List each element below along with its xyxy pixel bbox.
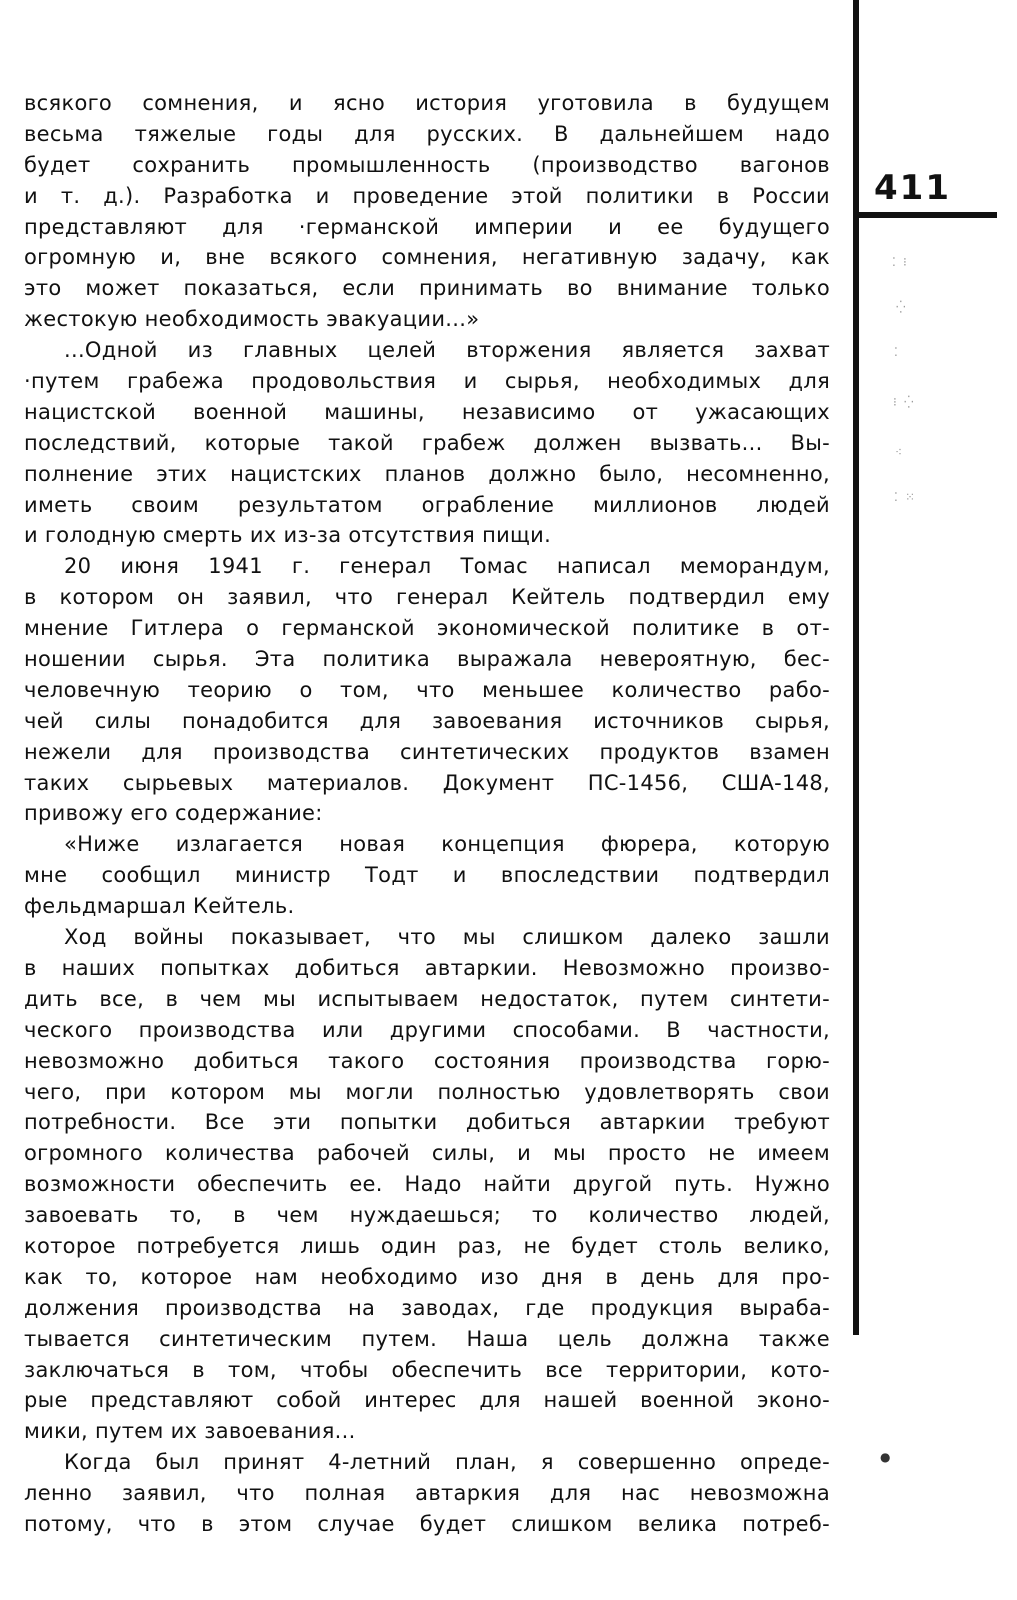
text-line: полнение этих нацистских планов должно было, несомненно, <box>24 461 830 486</box>
text-line: человечную теорию о том, что меньшее количество рабо- <box>24 677 830 702</box>
scan-noise: ⁝ ⁛ <box>893 395 914 409</box>
scan-noise: ⁚ ⁙ <box>894 490 916 504</box>
text-line: нежели для производства синтетических продуктов взамен <box>24 739 830 764</box>
text-line: Когда был принят 4-летний план, я совершенно опреде- <box>64 1450 830 1475</box>
text-line: таких сырьевых материалов. Документ ПС-1456, США-148, <box>24 770 830 795</box>
text-line: Ход войны показывает, что мы слишком далеко зашли <box>64 925 830 950</box>
scan-noise: ⁛ <box>896 300 906 314</box>
text-line: невозможно добиться такого состояния производства горю- <box>24 1048 830 1073</box>
text-line: будет сохранить промышленность (производство вагонов <box>24 152 830 177</box>
text-line: фельдмаршал Кейтель. <box>24 894 295 919</box>
text-line: в котором он заявил, что генерал Кейтель подтвердил ему <box>24 585 830 610</box>
text-line: заключаться в том, чтобы обеспечить все территории, кото- <box>24 1357 830 1382</box>
scan-noise: ⁚ <box>894 345 898 359</box>
text-line: всякого сомнения, и ясно история уготовила в будущем <box>24 91 830 115</box>
text-line: возможности обеспечить ее. Надо найти другой путь. Нужно <box>24 1172 830 1197</box>
text-line: 20 июня 1941 г. генерал Томас написал меморандум, <box>64 554 830 579</box>
text-line: завоевать то, в чем нуждаешься; то количество людей, <box>24 1203 830 1228</box>
text-line: дить все, в чем мы испытываем недостаток, путем синтети- <box>24 986 830 1011</box>
text-line: последствий, которые такой грабеж должен вызвать... Вы- <box>24 430 830 455</box>
text-line: привожу его содержание: <box>24 801 323 826</box>
text-line: огромного количества рабочей силы, и мы просто не имеем <box>24 1141 830 1166</box>
text-line: ...Одной из главных целей вторжения является захват <box>64 338 830 363</box>
text-line: и голодную смерть их из-за отсутствия пищи. <box>24 523 552 548</box>
text-line: и т. д.). Разработка и проведение этой политики в России <box>24 183 830 208</box>
body-text <box>24 88 830 1540</box>
scan-mark: ● <box>880 1450 891 1464</box>
text-line: нацистской военной машины, независимо от ужасающих <box>24 399 830 424</box>
scan-noise: ⁚ ⁝ <box>892 255 907 269</box>
text-line: которое потребуется лишь один раз, не будет столь велико, <box>24 1233 830 1258</box>
text-line: потому, что в этом случае будет слишком велика потреб- <box>24 1511 830 1536</box>
text-line: мики, путем их завоевания... <box>24 1419 356 1444</box>
text-line: ческого производства или другими способами. В частности, <box>24 1017 830 1042</box>
text-line: это может показаться, если принимать во внимание только <box>24 276 830 301</box>
text-line: представляют для ·германской империи и ее будущего <box>24 214 830 239</box>
scan-noise: ⁖ <box>895 445 903 459</box>
text-line: как то, которое нам необходимо изо дня в день для про- <box>24 1264 830 1289</box>
text-line: жестокую необходимость эвакуации...» <box>24 307 480 332</box>
text-line: рые представляют собой интерес для нашей военной эконо- <box>24 1388 830 1413</box>
text-line: потребности. Все эти попытки добиться автаркии требуют <box>24 1110 830 1135</box>
text-line: ·путем грабежа продовольствия и сырья, необходимых для <box>24 369 830 394</box>
text-line: иметь своим результатом ограбление миллионов людей <box>24 492 830 517</box>
text-line: должения производства на заводах, где продукция выраба- <box>24 1295 830 1320</box>
text-line: мнение Гитлера о германской экономической политике в от- <box>24 616 830 641</box>
text-line: тывается синтетическим путем. Наша цель должна также <box>24 1326 830 1351</box>
text-line: «Ниже излагается новая концепция фюрера, которую <box>64 832 830 857</box>
text-line: чей силы понадобится для завоевания источников сырья, <box>24 708 830 733</box>
page-number: 411 <box>874 168 951 208</box>
text-line: весьма тяжелые годы для русских. В дальнейшем надо <box>24 121 830 146</box>
page-number-underline <box>853 212 997 218</box>
text-line: мне сообщил министр Тодт и впоследствии подтвердил <box>24 863 830 888</box>
text-line: ленно заявил, что полная автаркия для нас невозможна <box>24 1481 830 1506</box>
margin-vertical-rule <box>853 0 859 1335</box>
text-line: ношении сырья. Эта политика выражала невероятную, бес- <box>24 647 830 672</box>
text-line: в наших попытках добиться автаркии. Невозможно произво- <box>24 955 830 980</box>
text-line: чего, при котором мы могли полностью удовлетворять свои <box>24 1079 830 1104</box>
text-line: огромную и, вне всякого сомнения, негативную задачу, как <box>24 245 830 270</box>
